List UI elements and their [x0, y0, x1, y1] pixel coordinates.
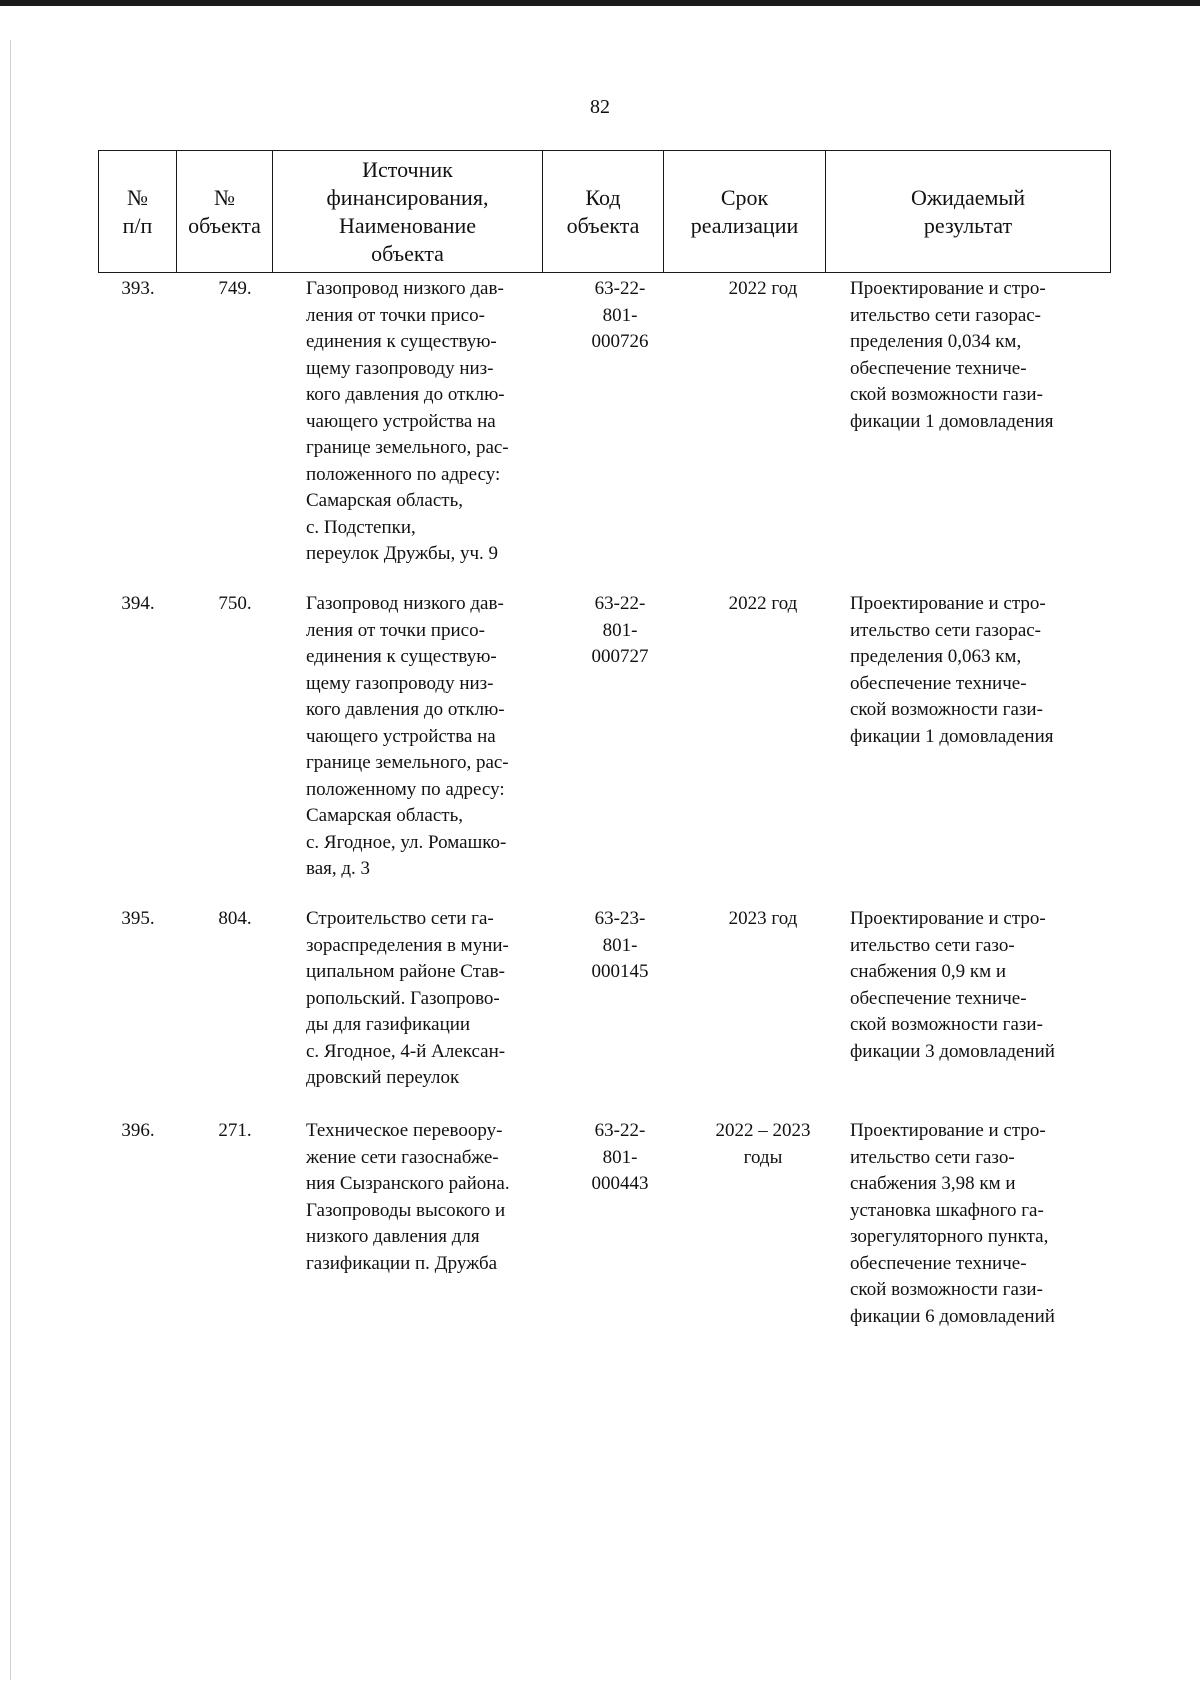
- row-name: Строительство сети га- зораспределения в муни- ципальном районе Став- ропольский. Газопрово- ды для газификации с. Ягодное, 4-й Алексан- дровский переулок: [306, 908, 509, 1088]
- header-source: Источник финансирования, Наименование объекта: [273, 151, 543, 273]
- header-object-num: № объекта: [177, 151, 273, 273]
- row-result: Проектирование и стро- ительство сети газорас- пределения 0,063 км, обеспечение техниче- ской возможности гази- фикации 1 домовладения: [850, 593, 1054, 747]
- row-code: 63-22- 801- 000443: [591, 1120, 649, 1194]
- header-code: Код объекта: [543, 151, 664, 273]
- row-code: 63-22- 801- 000726: [591, 278, 649, 352]
- row-name: Техническое перевоору- жение сети газоснабже- ния Сызранского района. Газопроводы высокого и низкого давления для газификации п. Дружба: [306, 1120, 510, 1274]
- row-name: Газопровод низкого дав- ления от точки присо- единения к существую- щему газопроводу низ- кого давления до отклю- чающего устройства на границе земельного, рас- положенного по адресу: Самарская область, с. Подстепки, переулок Дружбы, уч. 9: [306, 278, 509, 564]
- row-object-num: 804.: [218, 908, 252, 929]
- row-object-num: 750.: [218, 593, 252, 614]
- header-term: Срок реализации: [664, 151, 826, 273]
- header-num: № п/п: [99, 151, 177, 273]
- table-header: [98, 150, 1111, 273]
- row-term: 2022 год: [728, 278, 798, 299]
- row-num: 393.: [121, 278, 155, 299]
- left-margin-line: [10, 40, 11, 1680]
- row-num: 396.: [121, 1120, 155, 1141]
- row-object-num: 749.: [218, 278, 252, 299]
- row-term: 2023 год: [728, 908, 798, 929]
- row-num: 394.: [121, 593, 155, 614]
- row-code: 63-22- 801- 000727: [591, 593, 649, 667]
- row-term: 2022 год: [728, 593, 798, 614]
- row-object-num: 271.: [218, 1120, 252, 1141]
- row-code: 63-23- 801- 000145: [591, 908, 649, 982]
- page-number: 82: [590, 96, 610, 118]
- row-result: Проектирование и стро- ительство сети газо- снабжения 0,9 км и обеспечение техниче- ской возможности гази- фикации 3 домовладений: [850, 908, 1055, 1062]
- row-result: Проектирование и стро- ительство сети газорас- пределения 0,034 км, обеспечение техниче- ской возможности гази- фикации 1 домовладения: [850, 278, 1054, 432]
- header-result: Ожидаемый результат: [826, 151, 1111, 273]
- row-name: Газопровод низкого дав- ления от точки присо- единения к существую- щему газопроводу низ- кого давления до отклю- чающего устройства на границе земельного, рас- положенному по адресу: Самарская область, с. Ягодное, ул. Ромашко- вая, д. 3: [306, 593, 509, 879]
- row-result: Проектирование и стро- ительство сети газо- снабжения 3,98 км и установка шкафного га- зорегуляторного пункта, обеспечение техниче- ской возможности гази- фикации 6 домовладений: [850, 1120, 1055, 1327]
- top-border-line: [0, 0, 1200, 6]
- row-num: 395.: [121, 908, 155, 929]
- row-term: 2022 – 2023 годы: [715, 1120, 811, 1168]
